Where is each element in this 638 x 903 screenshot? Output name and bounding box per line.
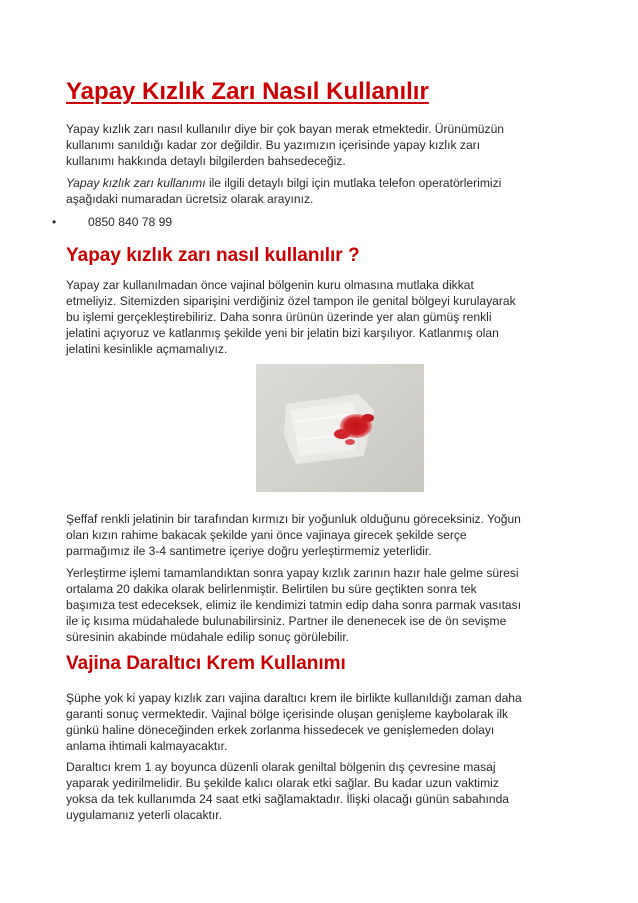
text-line: ortalama 20 dakika olarak belirlenmiştir. Belirtilen bu süre geçtikten sonra tek [66, 582, 477, 596]
bullet-icon: • [52, 215, 57, 229]
phone-list-item [52, 215, 173, 229]
text-line: başımıza test edeceksek, elimiz ile kendimizi tatmin edip daha sonra parmak vasıtası [66, 598, 522, 612]
text-line: günkü haline döneceğinden erkek zorlanma hissedecek ve genişlemeden dolayı [66, 723, 495, 737]
text-line: yoksa da tek kullanımda 24 saat etki sağlamaktadır. İlişki olacağı günün sabahında [66, 792, 510, 806]
text-line: etmeliyiz. Sitemizden siparişini verdiğiniz özel tampon ile genital bölgeyi kurulayarak [66, 294, 516, 308]
section1-heading: Yapay kızlık zarı nasıl kullanılır ? [66, 245, 360, 266]
text-line: Şeffaf renkli jelatinin bir tarafından kırmızı bir yoğunluk olduğunu göreceksiniz. Yoğun [66, 512, 521, 526]
text-line: Şüphe yok ki yapay kızlık zarı vajina daraltıcı krem ile birlikte kullanıldığı zaman daha [66, 691, 522, 705]
section1-paragraph-1 [66, 277, 574, 357]
text-line: anlama ihtimali kalmayacaktır. [66, 739, 228, 753]
phone-number: 0850 840 78 99 [88, 215, 173, 229]
section2-paragraph-2 [66, 759, 574, 823]
section1-paragraph-3 [66, 565, 574, 645]
section1-paragraph-2 [66, 511, 574, 559]
text-line: olan kızın rahime bakacak şekilde yani önce vajinaya girecek şekilde serçe [66, 528, 467, 542]
intro-line: Yapay kızlık zarı nasıl kullanılır diye bir çok bayan merak etmektedir. Ürünümüzün [66, 122, 505, 136]
text-line: Yerleştirme işlemi tamamlandıktan sonra yapay kızlık zarının hazır hale gelme süresi [66, 566, 519, 580]
contact-italic-text: Yapay kızlık zarı kullanımı [66, 176, 206, 190]
contact-text: aşağıdaki numaradan ücretsiz olarak arayınız. [66, 192, 314, 206]
text-line: jelatini kesinlikle açmamalıyız. [66, 342, 228, 356]
text-line: jelatini açıyoruz ve katlanmış şekilde yeni bir jelatin bizi karşılıyor. Katlanmış olan [66, 326, 499, 340]
text-line: yaparak yedirilmelidir. Bu şekilde kalıcı olarak etki sağlar. Bu kadar uzun vaktimiz [66, 776, 499, 790]
text-line: ile iç kısıma müdahalede bulunabilirsiniz. Partner ile denenecek ise de ön sevişme [66, 614, 507, 628]
product-photo-illustration [256, 364, 424, 492]
text-line: süresinin akabinde müdahale edilip sonuç görülebilir. [66, 630, 350, 644]
intro-line: kullanımı sanıldığı kadar zor değildir. Bu yazımızın içerisinde yapay kızlık zarı [66, 138, 481, 152]
text-line: bu işlemi gerçekleştirebiliriz. Daha sonra ürünün üzerinde yer alan gümüş renkli [66, 310, 492, 324]
intro-line: kullanımı hakkında detaylı bilgilerden bahsedeceğiz. [66, 154, 346, 168]
text-line: parmağımız ile 3-4 santimetre içeriye doğru yerleştirmemiz yeterlidir. [66, 544, 432, 558]
contact-paragraph [66, 175, 574, 207]
text-line: Daraltıcı krem 1 ay boyunca düzenli olarak geniltal bölgenin dış çevresine masaj [66, 760, 496, 774]
page-title: Yapay Kızlık Zarı Nasıl Kullanılır [66, 78, 429, 105]
text-line: Yapay zar kullanılmadan önce vajinal bölgenin kuru olmasına mutlaka dikkat [66, 278, 474, 292]
intro-paragraph [66, 121, 574, 169]
text-line: garanti sonuç vermektedir. Vajinal bölge içerisinde oluşan genişleme kaybolarak ilk [66, 707, 509, 721]
section2-heading: Vajina Daraltıcı Krem Kullanımı [66, 653, 346, 674]
contact-text: ile ilgili detaylı bilgi için mutlaka telefon operatörlerimizi [205, 176, 502, 190]
section2-paragraph-1 [66, 690, 574, 754]
product-photo [256, 364, 424, 492]
text-line: uygulamanız yeterli olacaktır. [66, 808, 222, 822]
